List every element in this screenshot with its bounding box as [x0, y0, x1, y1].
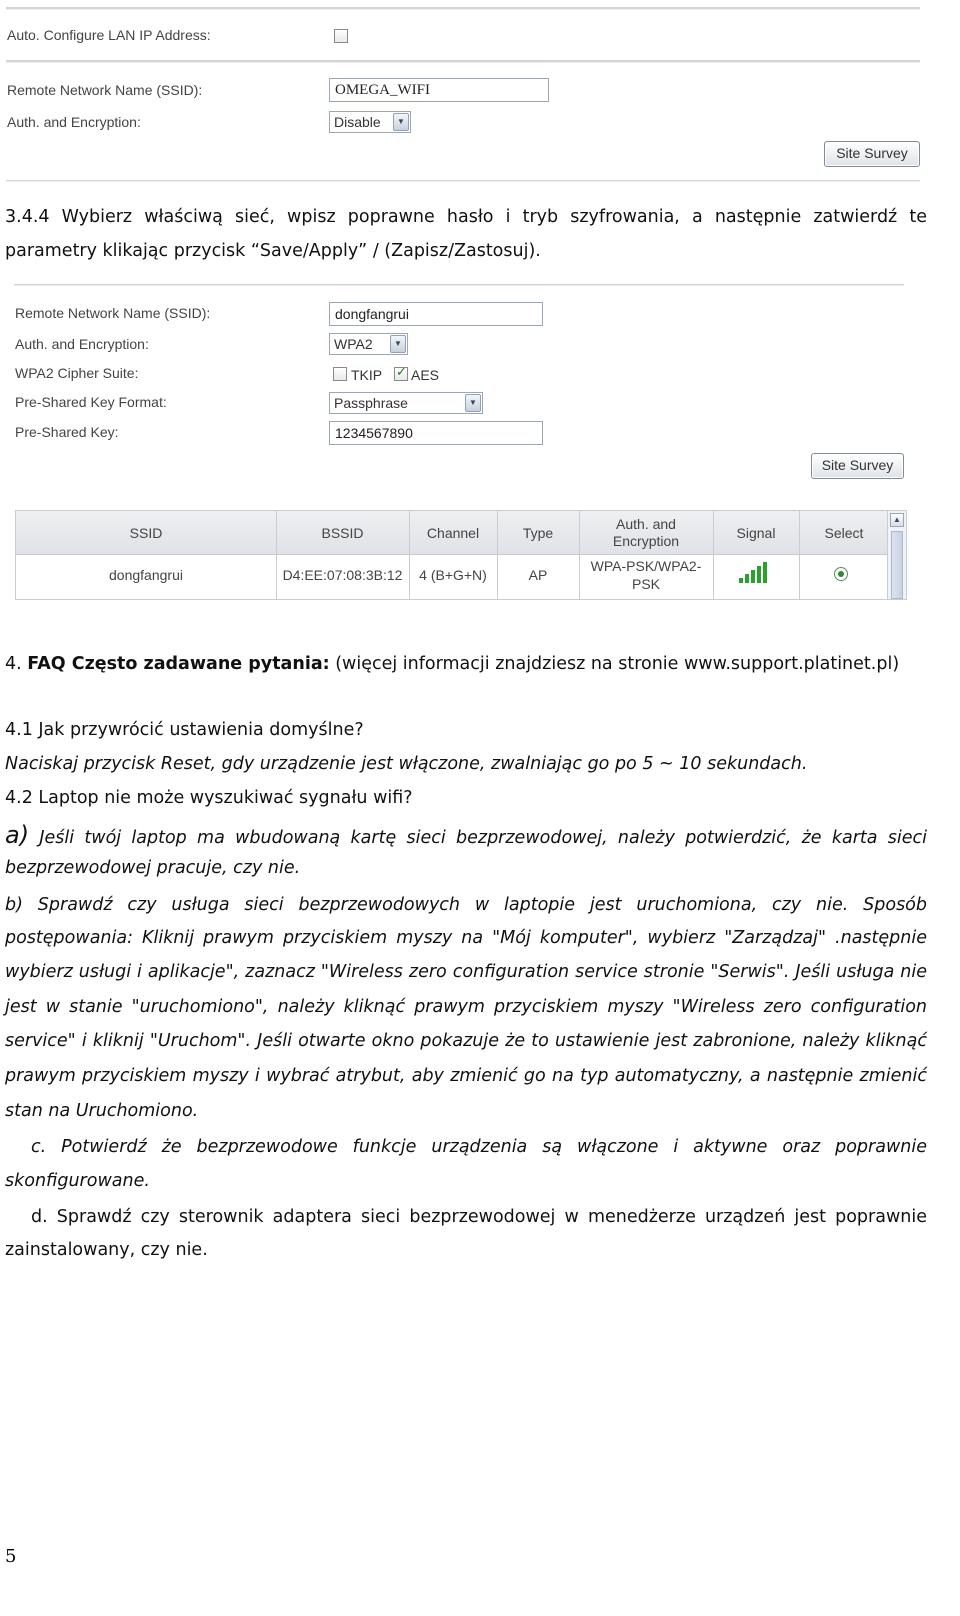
cell-auth-line2: PSK [631, 576, 660, 592]
chevron-down-icon: ▼ [393, 113, 409, 131]
question-4-1: 4.1 Jak przywrócić ustawienia domyślne? [5, 720, 364, 740]
answer-b-line: postępowania: Kliknij prawym przyciskiem myszy na "Mój komputer", wybierz "Zarządzaj" .następnie [5, 928, 927, 948]
cell-bssid: D4:EE:07:08:3B:12 [282, 567, 403, 583]
answer-b-line: stan na Uruchomiono. [5, 1101, 199, 1121]
panel-divider [14, 284, 904, 286]
auto-lan-label: Auto. Configure LAN IP Address: [7, 27, 211, 43]
ssid-input[interactable]: OMEGA_WIFI [329, 78, 549, 102]
site-survey-button[interactable]: Site Survey [811, 453, 904, 479]
cell-type: AP [528, 567, 548, 583]
faq-title-rest: (więcej informacji znajdziesz na stronie www.support.platinet.pl) [335, 654, 900, 674]
panel-divider [6, 60, 920, 63]
table-scrollbar[interactable] [887, 511, 906, 600]
faq-title-number: 4. [5, 654, 22, 674]
panel-divider [6, 180, 920, 182]
auto-lan-checkbox[interactable] [334, 29, 348, 43]
header-auth-line2: Encryption [612, 533, 680, 549]
chevron-down-icon: ▼ [390, 335, 406, 353]
step-344-line2: parametry klikając przycisk “Save/Apply” / (Zapisz/Zastosuj). [5, 241, 541, 261]
aes-checkbox[interactable] [394, 367, 408, 381]
answer-d-line1: d. Sprawdź czy sterownik adaptera sieci bezprzewodowej w menedżerze urządzeń jest poprawnie [31, 1207, 927, 1227]
answer-b-line: wybierz usługi i aplikacje", zaznacz "Wireless zero configuration service stronie "Serwis". Jeśli usługa nie [5, 962, 927, 982]
faq-title-bold: FAQ Często zadawane pytania: [27, 654, 330, 674]
faq-title [5, 647, 899, 681]
ssid-label: Remote Network Name (SSID): [7, 82, 203, 98]
answer-b-line: b) Sprawdź czy usługa sieci bezprzewodowych w laptopie jest uruchomiona, czy nie. Sposób [5, 895, 927, 915]
answer-c-line1: c. Potwierdź że bezprzewodowe funkcje urządzenia są włączone i aktywne oraz poprawnie [31, 1137, 927, 1157]
signal-strength-icon [739, 562, 767, 583]
cell-ssid: dongfangrui [109, 567, 183, 583]
answer-b-line: jest w stanie "uruchomiono", należy kliknąć prawym przyciskiem myszy "Wireless zero configuration [5, 997, 927, 1017]
scroll-up-icon[interactable]: ▲ [890, 513, 904, 527]
header-type: Type [522, 525, 554, 541]
question-4-2: 4.2 Laptop nie może wyszukiwać sygnału wifi? [5, 788, 413, 808]
tkip-checkbox[interactable] [333, 367, 347, 381]
header-ssid: SSID [129, 525, 163, 541]
answer-b-line: service" i kliknij "Uruchom". Jeśli otwarte okno pokazuje że to ustawienie jest zabronione, należy kliknąć [5, 1031, 927, 1051]
header-select: Select [824, 525, 864, 541]
answer-d-line2: zainstalowany, czy nie. [5, 1240, 208, 1260]
tkip-label: TKIP [351, 367, 383, 383]
scrollbar-thumb[interactable] [891, 531, 903, 599]
ssid-label: Remote Network Name (SSID): [15, 305, 211, 321]
ssid-input[interactable]: dongfangrui [329, 302, 543, 326]
header-auth-line1: Auth. and [616, 516, 676, 532]
answer-a-text: Jeśli twój laptop ma wbudowaną kartę sieci bezprzewodowej, należy potwierdzić, że karta sieci [39, 828, 927, 848]
cipher-suite-label: WPA2 Cipher Suite: [15, 365, 139, 381]
header-channel: Channel [426, 525, 480, 541]
psk-format-value: Passphrase [334, 395, 408, 411]
auth-label: Auth. and Encryption: [7, 114, 141, 130]
cell-auth-line1: WPA-PSK/WPA2- [590, 558, 702, 574]
site-survey-button[interactable]: Site Survey [824, 141, 920, 167]
auth-select[interactable] [329, 333, 408, 355]
cell-channel: 4 (B+G+N) [419, 567, 487, 583]
psk-format-select[interactable] [329, 392, 483, 414]
answer-4-1: Naciskaj przycisk Reset, gdy urządzenie jest włączone, zwalniając go po 5 ~ 10 sekundach. [5, 754, 808, 774]
answer-a-line1 [5, 818, 927, 855]
header-bssid: BSSID [321, 525, 364, 541]
auth-select[interactable] [329, 111, 411, 133]
page-number: 5 [5, 1546, 17, 1567]
auth-select-value: Disable [334, 114, 381, 130]
answer-a-label: a) [5, 821, 30, 849]
header-signal: Signal [736, 525, 776, 541]
chevron-down-icon: ▼ [465, 394, 481, 412]
auth-label: Auth. and Encryption: [15, 336, 149, 352]
auth-select-value: WPA2 [334, 336, 373, 352]
panel-divider [6, 7, 920, 10]
select-radio[interactable] [834, 567, 848, 581]
answer-c-line2: skonfigurowane. [5, 1171, 150, 1191]
site-survey-table [15, 510, 907, 600]
aes-label: AES [411, 367, 440, 383]
psk-format-label: Pre-Shared Key Format: [15, 394, 167, 410]
step-344-line1: 3.4.4 Wybierz właściwą sieć, wpisz poprawne hasło i tryb szyfrowania, a następnie zatwierdź te [5, 207, 927, 227]
answer-a-line2: bezprzewodowej pracuje, czy nie. [5, 858, 301, 878]
psk-label: Pre-Shared Key: [15, 424, 119, 440]
psk-input[interactable]: 1234567890 [329, 421, 543, 445]
answer-b-line: prawym przyciskiem myszy i wybrać atrybut, aby zmienić go na typ automatyczny, a następnie zmienić [5, 1066, 927, 1086]
